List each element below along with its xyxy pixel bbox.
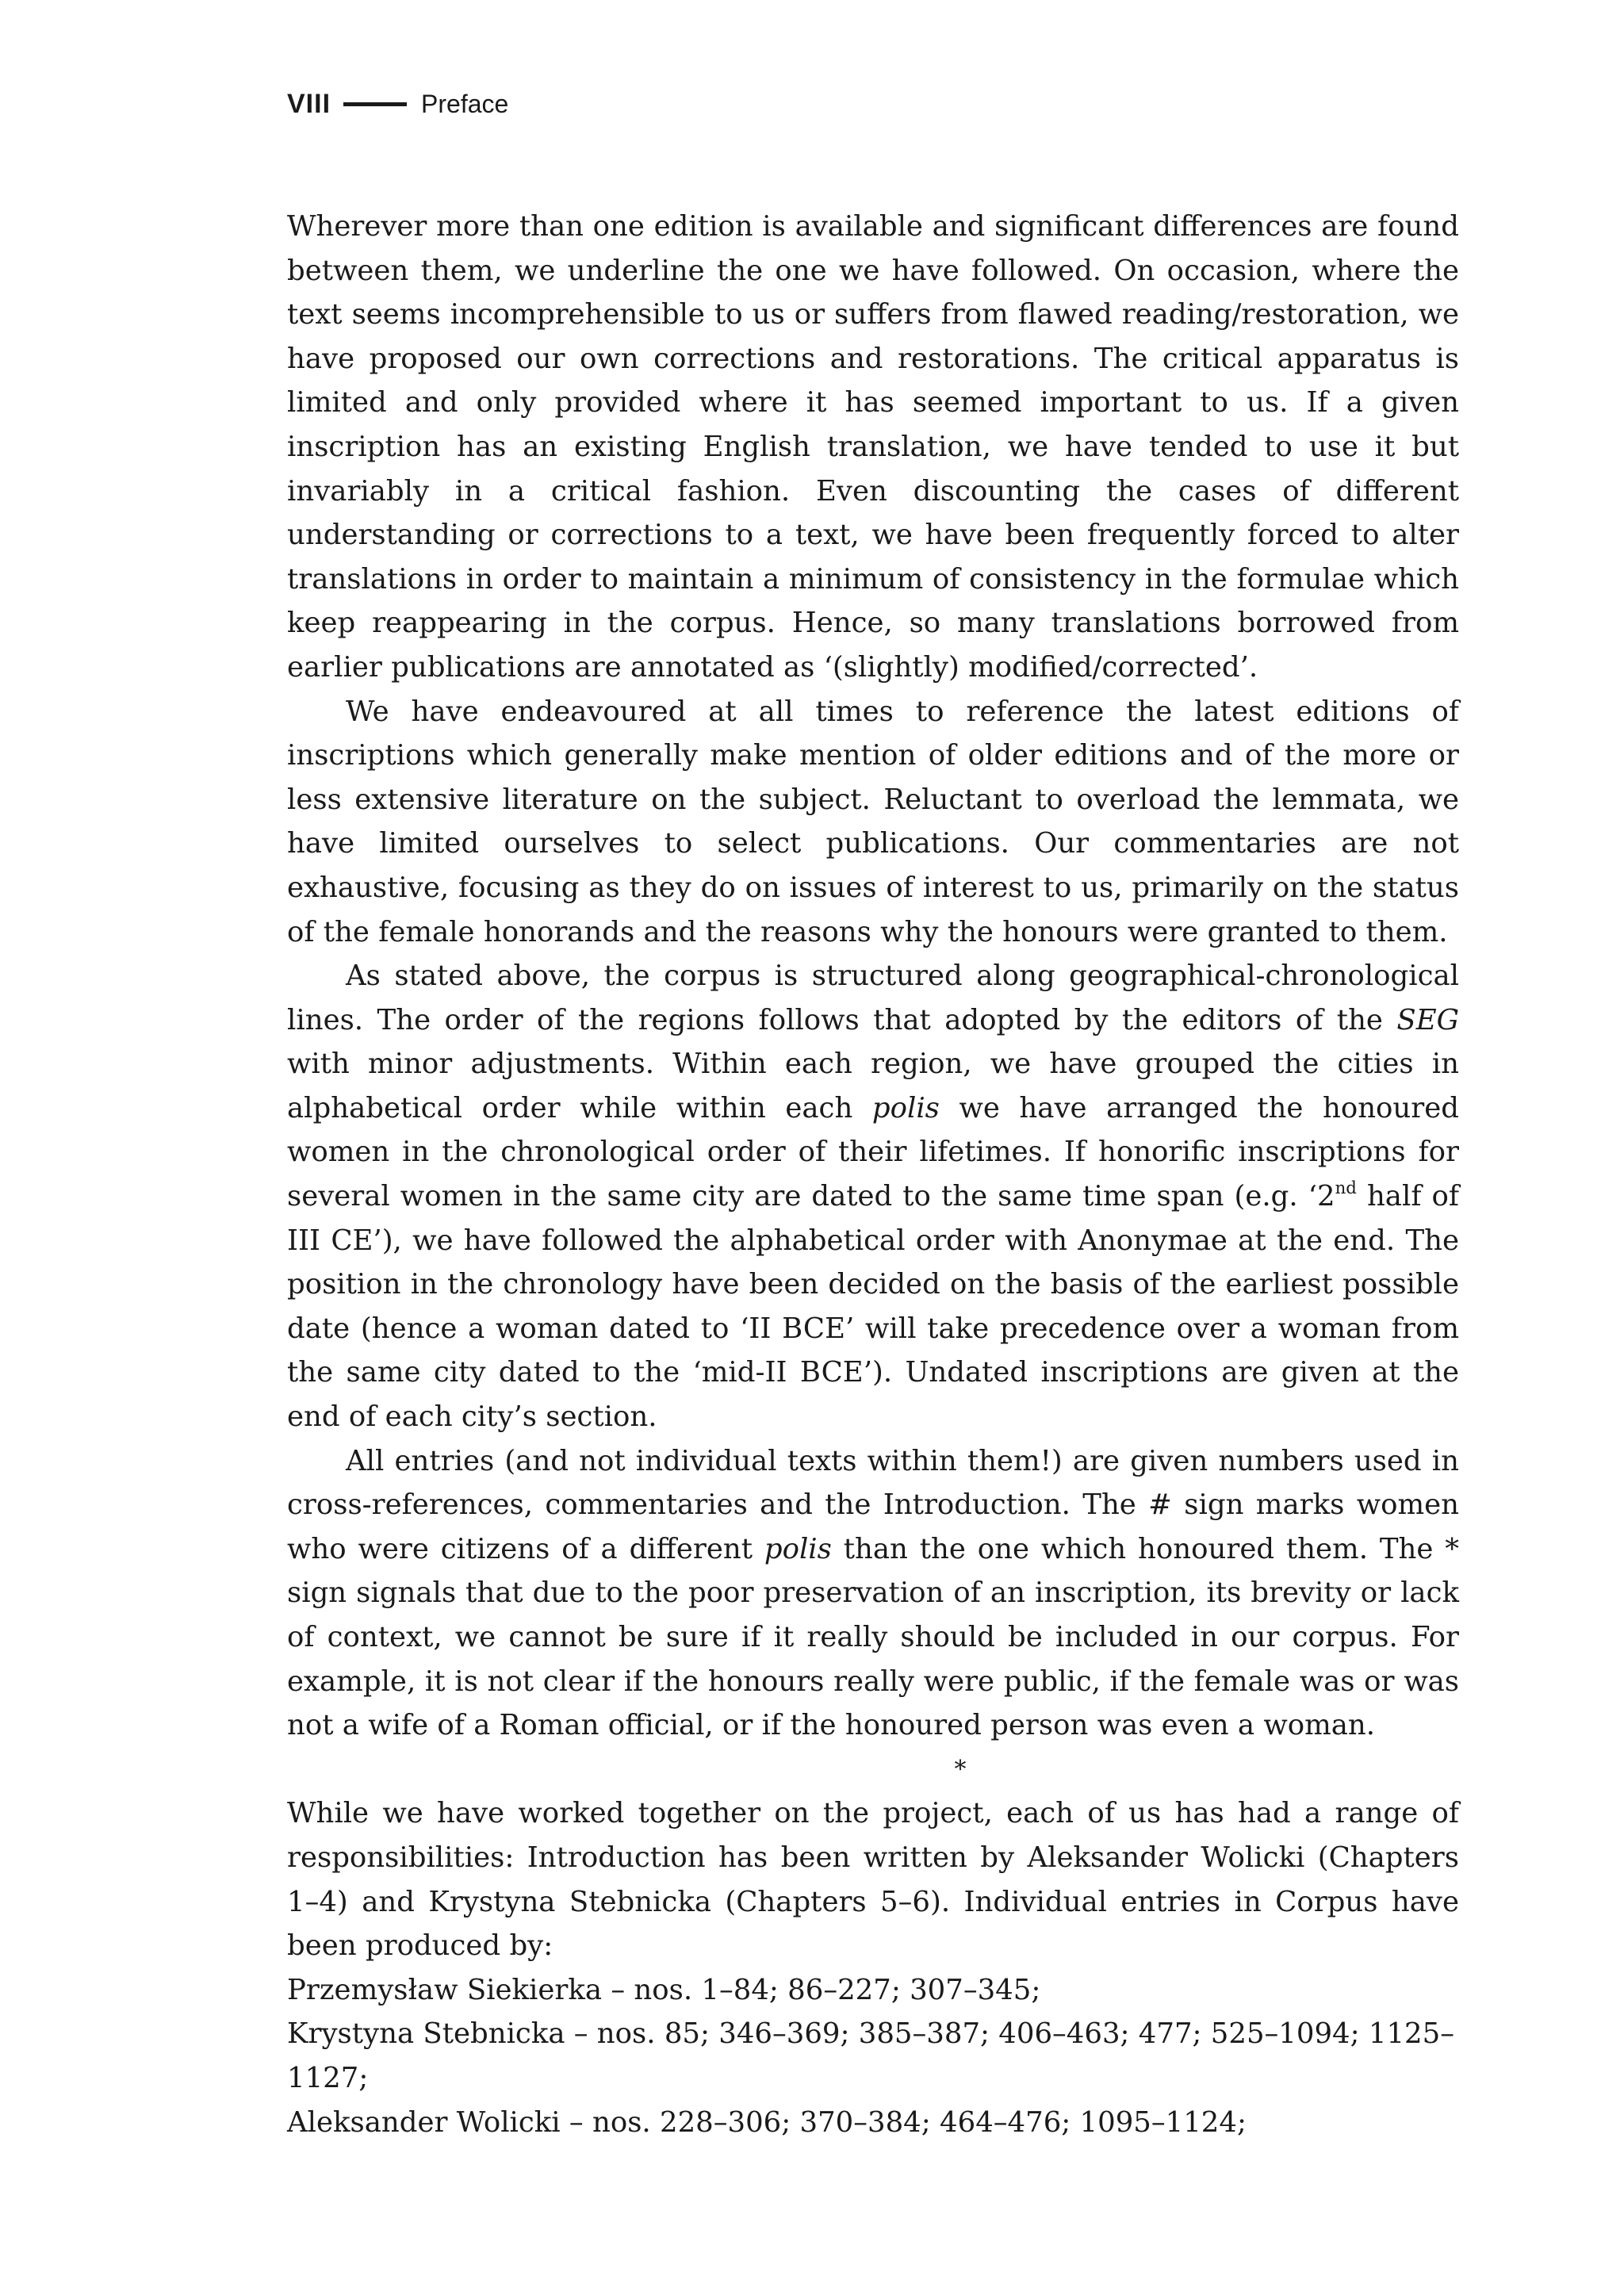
text-run: with minor adjustments. Within each region, we have grouped the cities in alphabetical order while within each xyxy=(287,1048,1459,1124)
text-run: than the one which honoured them. The * sign signals that due to the poor preservation of an inscription, its brevity or lack of context, we cannot be sure if it really should be included in our corpus. For example, it is not clear if the honours really were public, if the female was or was not a wife of a Roman official, or if the honoured person was even a woman. xyxy=(287,1532,1459,1742)
running-header xyxy=(287,89,508,120)
italic-term: polis xyxy=(871,1091,940,1124)
credit-line: Aleksander Wolicki – nos. 228–306; 370–384; 464–476; 1095–1124; xyxy=(287,2105,1247,2139)
text-run: All entries (and not individual texts within them!) are given numbers used in cross-references, commentaries and the Introduction. The # sign marks women who were citizens of a different xyxy=(287,1444,1459,1565)
italic-term: polis xyxy=(764,1532,832,1565)
superscript: nd xyxy=(1335,1178,1357,1199)
running-head: Preface xyxy=(421,90,509,118)
text-run: As stated above, the corpus is structured along geographical-chronological lines. The order of the regions follows that adopted by the editors of the xyxy=(287,960,1459,1036)
credits-list xyxy=(287,1968,1459,2144)
page-number: VIII xyxy=(287,89,331,119)
paragraph-responsibilities: While we have worked together on the project, each of us has had a range of responsibilities: Introduction has been written by Aleksander Wolicki (Chapters 1–4) and Krystyna Stebnicka (Chapters 5–6). Individual entries in Corpus have been produced by: xyxy=(287,1797,1459,1963)
text-run: half of III CE’), we have followed the alphabetical order with Anonymae at the end. The position in the chronology have been decided on the basis of the earliest possible date (hence a woman dated to ‘II BCE’ will take precedence over a woman from the same city dated to the ‘mid-II BCE’). Undated inscriptions are given at the end of each city’s section. xyxy=(287,1180,1460,1434)
paragraph-structure xyxy=(287,954,1459,1439)
paragraph-numbering xyxy=(287,1439,1459,1748)
italic-term: SEG xyxy=(1396,1003,1459,1036)
text-run: we have arranged the honoured women in the chronological order of their lifetimes. If honorific inscriptions for several women in the same city are dated to the same time span (e.g. ‘2 xyxy=(287,1091,1459,1213)
credit-line: Krystyna Stebnicka – nos. 85; 346–369; 385–387; 406–463; 477; 525–1094; 1125–1127; xyxy=(287,2017,1454,2094)
paragraph-references: We have endeavoured at all times to reference the latest editions of inscriptions which generally make mention of older editions and of the more or less extensive literature on the subject. Reluctant to overload the lemmata, we have limited ourselves to select publications. Our commentaries are not exhaustive, focusing as they do on issues of interest to us, primarily on the status of the female honorands and the reasons why the honours were granted to them. xyxy=(287,695,1459,948)
main-text xyxy=(287,205,1459,2144)
header-rule xyxy=(343,102,407,106)
section-separator: * xyxy=(954,1755,967,1783)
paragraph-editions: Wherever more than one edition is available and significant differences are found between them, we underline the one we have followed. On occasion, where the text seems incomprehensible to us or suffers from flawed reading/restoration, we have proposed our own corrections and restorations. The critical apparatus is limited and only provided where it has seemed important to us. If a given inscription has an existing English translation, we have tended to use it but invariably in a critical fashion. Even discounting the cases of different understanding or corrections to a text, we have been frequently forced to alter translations in order to maintain a minimum of consistency in the formulae which keep reappearing in the corpus. Hence, so many translations borrowed from earlier publications are annotated as ‘(slightly) modified/corrected’. xyxy=(287,210,1459,684)
credit-line: Przemysław Siekierka – nos. 1–84; 86–227; 307–345; xyxy=(287,1973,1041,2006)
